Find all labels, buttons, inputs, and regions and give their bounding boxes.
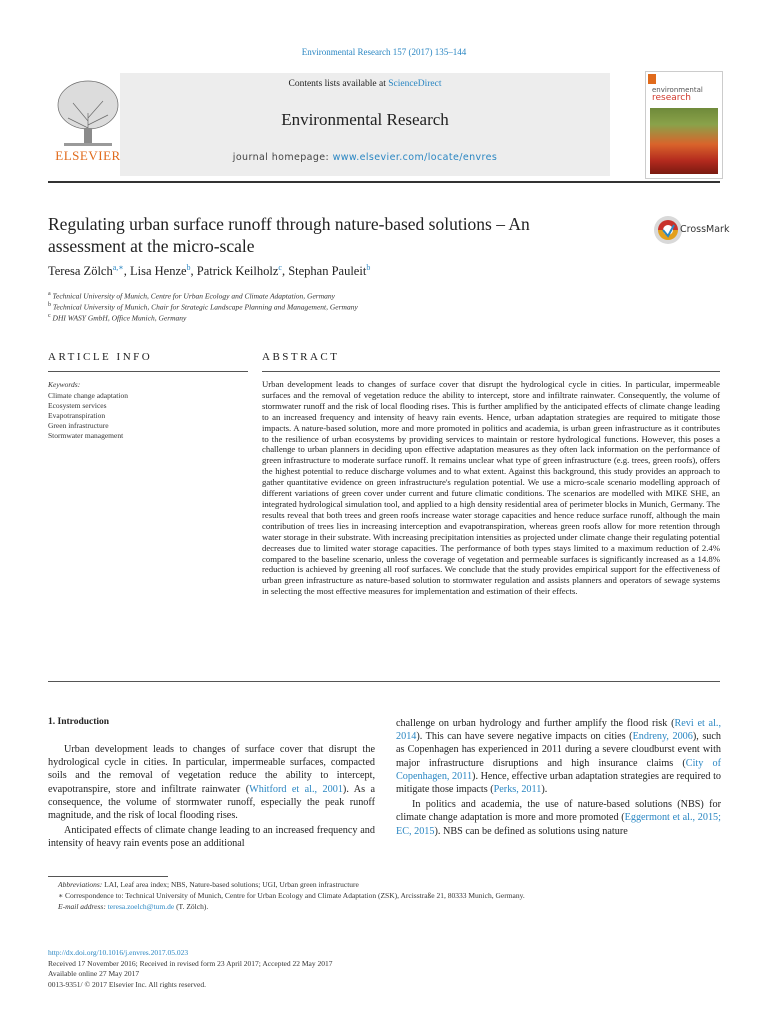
citation-link[interactable]: Endreny, 2006	[632, 731, 693, 743]
journal-cover-image	[645, 71, 723, 179]
keyword-item: Evapotranspiration	[48, 411, 106, 420]
journal-reference-link[interactable]: Environmental Research 157 (2017) 135–144	[301, 47, 467, 57]
citation-link[interactable]: Whitford et al., 2001	[249, 783, 343, 795]
cover-photo	[650, 108, 718, 174]
article-info-heading: ARTICLE INFO	[48, 351, 153, 363]
homepage-link[interactable]: www.elsevier.com/locate/envres	[332, 152, 498, 163]
affiliation-c: $^c$ DHI WASY GmbH, Office Munich, Germany	[48, 313, 187, 323]
journal-title: Environmental Research	[281, 110, 449, 129]
contents-line	[120, 79, 610, 89]
author-name[interactable]: Lisa Henze	[129, 264, 187, 279]
author-affil-marker[interactable]: b	[186, 263, 191, 272]
author-affil-marker[interactable]: b	[366, 263, 371, 272]
paragraph: challenge on urban hydrology and further amplify the flood risk (Revi et al., 2014). This can have severe negative impacts on cities (Endreny, 2006), such as Copenhagen has experienced in 2011 during a severe cloudburst event with major infrastructure disruptions and high insurance claims (City of Copenhagen, 2011). Hence, effective urban adaptation strategies are required to mitigate those impacts (Perks, 2011).	[396, 718, 722, 796]
keyword-item: Climate change adaptation	[48, 391, 128, 400]
footnote-correspondence: ∗ Correspondence to: Technical University of Munich, Centre for Urban Ecology and Climate Adaptation (ZSK), Arcisstraße 21, 80333 Munich, Germany.	[58, 891, 525, 900]
footnote-email: E-mail address: teresa.zoelch@tum.de (T. Zölch).	[58, 902, 209, 911]
available-online: Available online 27 May 2017	[48, 969, 140, 978]
keyword-item: Ecosystem services	[48, 401, 107, 410]
cover-title-line1: environmental	[652, 86, 703, 94]
keywords-list	[48, 391, 128, 441]
elsevier-tag-icon	[648, 74, 656, 84]
author-name[interactable]: Stephan Pauleit	[288, 264, 367, 279]
paragraph: Anticipated effects of climate change leading to an increased frequency and intensity of heavy rain events pose an additional	[48, 825, 375, 850]
footnote-abbreviations: Abbreviations: LAI, Leaf area index; NBS, Nature-based solutions; UGI, Urban green infrastructure	[58, 880, 359, 889]
homepage-prefix: journal homepage:	[232, 152, 333, 163]
author-separator: ,	[123, 264, 130, 279]
affiliation-a: $^a$ Technical University of Munich, Centre for Urban Ecology and Climate Adaptation, Germany	[48, 291, 335, 301]
doi-link[interactable]: http://dx.doi.org/10.1016/j.envres.2017.05.023	[48, 948, 189, 957]
publisher-wordmark: ELSEVIER	[55, 148, 121, 163]
sciencedirect-link[interactable]: ScienceDirect	[388, 79, 442, 89]
author-affil-marker[interactable]: c	[278, 263, 282, 272]
received-dates: Received 17 November 2016; Received in revised form 23 April 2017; Accepted 22 May 2017	[48, 958, 333, 968]
body-column-right	[396, 717, 721, 838]
crossmark-label[interactable]: CrossMark	[680, 224, 730, 235]
author-list	[48, 263, 370, 279]
section-heading-introduction: 1. Introduction	[48, 717, 110, 727]
author-name[interactable]: Patrick Keilholz	[196, 264, 279, 279]
author-separator: ,	[281, 264, 289, 279]
citation-link[interactable]: Revi et al., 2014	[396, 718, 721, 743]
author-name[interactable]: Teresa Zölch	[48, 264, 113, 279]
abstract-body: Urban development leads to changes of surface cover that disrupt the hydrological cycle in cities. In particular, impermeable surfaces and the removal of vegetation reduce the ability to intercept, store and infiltrate rainwater. Consequently, the volume of stormwater runoff and the risk of local flooding rises. This is further amplified by the anticipated effects of climate change leading to an increased frequency and intensity of heavy rain events. Hence, urban adaptation strategies are required to mitigate those impacts. A nature-based solution, more and more promoted in politics and academia, is urban green infrastructure as it contributes to the resilience of urban ecosystems by providing services to maintain or restore hydrological functions. However, this poses a challenge to urban planners in deciding upon effective adaptation measures as they often lack information on the performance of green infrastructure to moderate surface runoff. It remains unclear what type of green infrastructure (e.g. trees, green roofs), offers the highest potential to reduce discharge volumes and to what extent. Against this background, this study provides an approach to gather quantitative evidence on green infrastructure's regulation potential. We use a micro-scale scenario modelling approach of different variations of green cover under current and future climatic conditions. The scenarios are modelled with MIKE SHE, an integrated hydrological simulation tool, and applied to a high density residential area of perimeter blocks in Munich, Germany. The results reveal that both trees and green roofs increase water storage capacities and hence reduce surface runoff, although the main contribution of trees lies in increasing interception and evapotranspiration, whereas green roofs allow for more retention through water storage in their substrate. With increasing precipitation intensities as projected under climate change their regulating potential decreases due to limited water storage capacities. The performance of both types stays limited to a maximum reduction of 2.4% compared to the baseline scenario, unless the coverage of vegetation and permeable surfaces is significantly increased as a 14.8% reduction is achieved by greening all roof surfaces. We conclude that the study provides empirical support for the effectiveness of urban green infrastructure as nature-based solution to stormwater regulation and assists planners and operators of sewage systems in selecting the most effective measures for implementation and estimation of their effects.	[262, 379, 720, 597]
keywords-title: Keywords:	[48, 380, 81, 389]
header-divider	[48, 181, 720, 183]
paper-title: Regulating urban surface runoff through nature-based solutions – An assessment at the micro-scale	[48, 214, 530, 256]
affiliation-b: $^b$ Technical University of Munich, Chair for Strategic Landscape Planning and Management, Germany	[48, 302, 358, 312]
contents-prefix: Contents lists available at	[288, 79, 389, 89]
abstract-rule	[262, 371, 720, 372]
email-link[interactable]: teresa.zoelch@tum.de	[107, 902, 175, 911]
body-column-left	[48, 743, 375, 851]
keyword-item: Green infrastructure	[48, 421, 109, 430]
article-footer	[48, 948, 333, 990]
copyright: 0013-9351/ © 2017 Elsevier Inc. All rights reserved.	[48, 979, 206, 989]
author-affil-marker[interactable]: a,∗	[112, 263, 124, 272]
cover-title-line2: research	[652, 93, 691, 103]
journal-homepage-line	[120, 152, 610, 163]
citation-link[interactable]: Perks, 2011	[493, 784, 542, 796]
abstract-bottom-rule	[48, 681, 720, 682]
paragraph: In politics and academia, the use of nature-based solutions (NBS) for climate change adaptation is more and more promoted (Eggermont et al., 2015; EC, 2015). NBS can be defined as solutions using nature	[396, 799, 721, 837]
keyword-item: Stormwater management	[48, 431, 124, 440]
footnote-rule	[48, 876, 168, 877]
paragraph: Urban development leads to changes of surface cover that disrupt the hydrological cycle in cities. In particular, impermeable surfaces, compacted soils and the removal of vegetation reduce the ability to intercept, evapotranspire, store and infiltrate rainwater (Whitford et al., 2001). As a consequence, the volume of stormwater runoff, especially the peak runoff magnitude, and the risk of local flooding rises.	[48, 744, 375, 822]
citation-link[interactable]: City of Copenhagen, 2011	[396, 757, 721, 782]
article-info-rule	[48, 371, 248, 372]
citation-link[interactable]: Eggermont et al., 2015; EC, 2015	[396, 812, 721, 837]
abstract-heading: ABSTRACT	[262, 351, 340, 363]
author-separator: ,	[190, 264, 197, 279]
